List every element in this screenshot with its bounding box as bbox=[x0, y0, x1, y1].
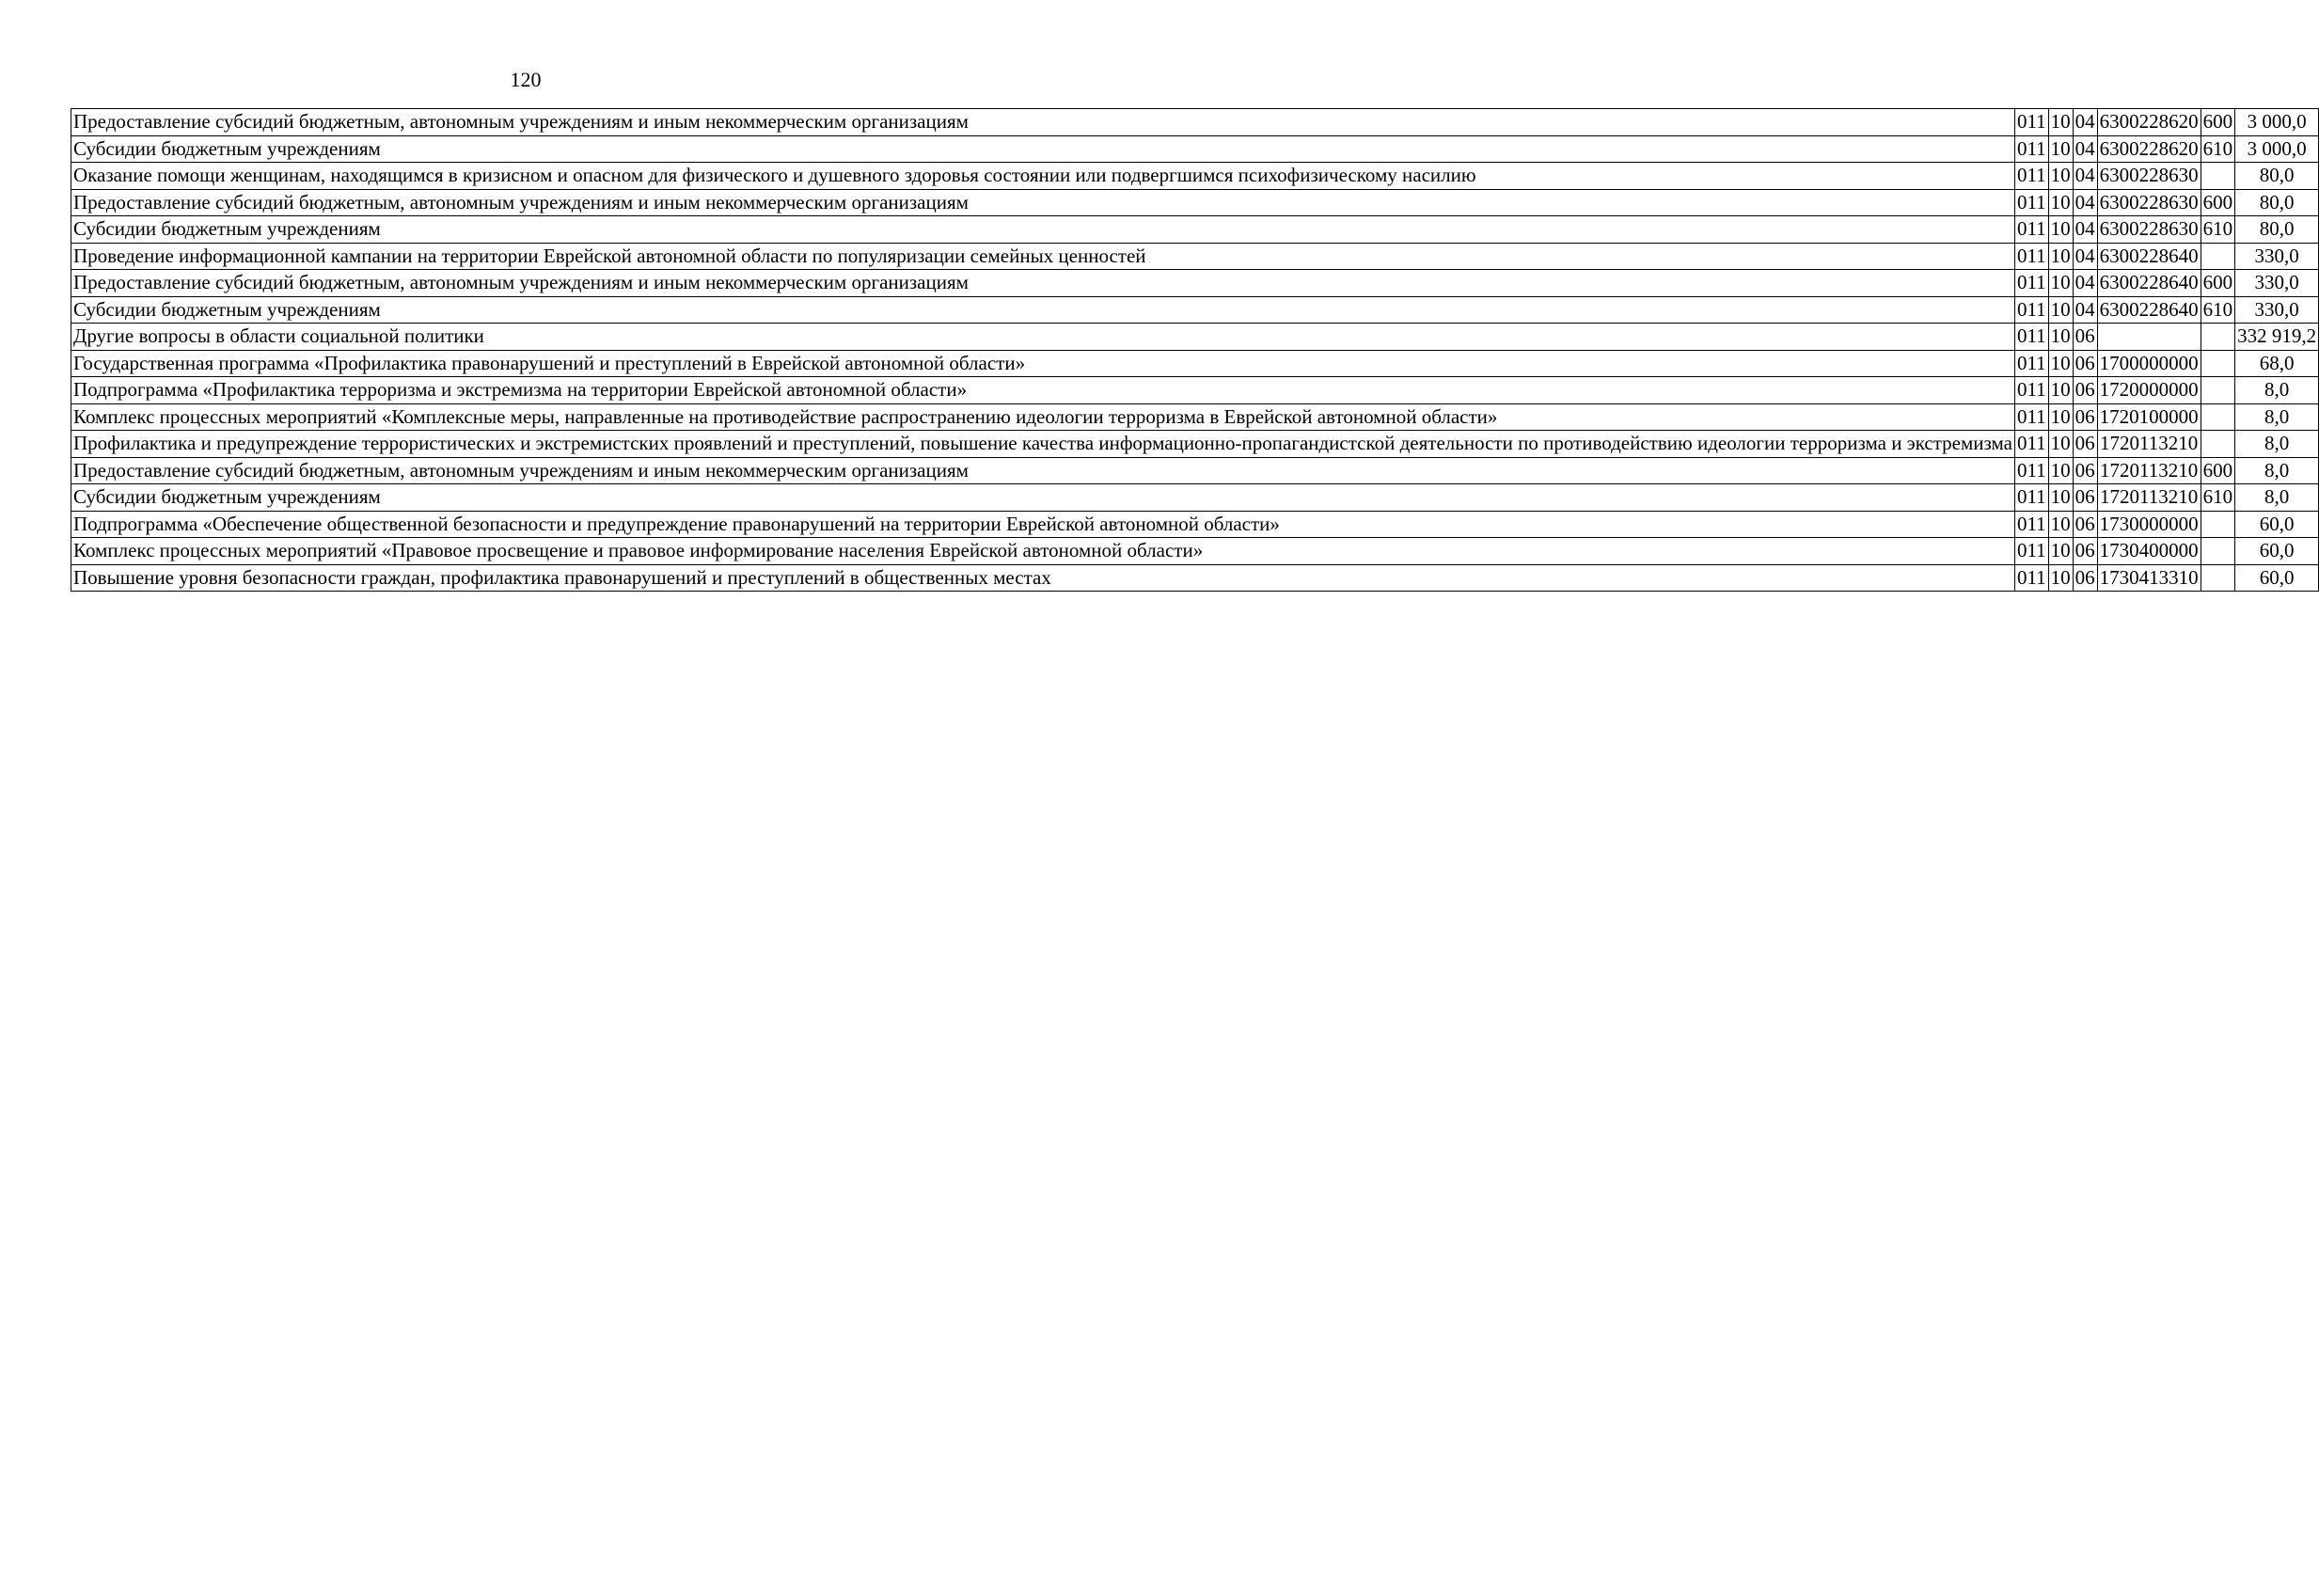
table-row bbox=[71, 431, 2319, 458]
cell-section: 10 bbox=[2048, 431, 2073, 458]
cell-section: 10 bbox=[2048, 484, 2073, 512]
cell-expense-type bbox=[2201, 324, 2235, 351]
cell-subsection: 04 bbox=[2073, 135, 2097, 163]
cell-subsection: 06 bbox=[2073, 511, 2097, 538]
cell-section: 10 bbox=[2048, 324, 2073, 351]
cell-target-article: 6300228630 bbox=[2097, 216, 2201, 244]
cell-expense-type: 610 bbox=[2201, 296, 2235, 324]
cell-expense-type: 600 bbox=[2201, 189, 2235, 216]
cell-target-article: 6300228640 bbox=[2097, 243, 2201, 270]
cell-expense-type bbox=[2201, 431, 2235, 458]
cell-expense-type: 610 bbox=[2201, 135, 2235, 163]
table-row bbox=[71, 109, 2319, 136]
table-row bbox=[71, 538, 2319, 565]
cell-ministry-code: 011 bbox=[2014, 350, 2048, 377]
cell-amount: 330,0 bbox=[2235, 270, 2319, 297]
cell-expense-type bbox=[2201, 350, 2235, 377]
table-row bbox=[71, 216, 2319, 244]
cell-ministry-code: 011 bbox=[2014, 243, 2048, 270]
cell-ministry-code: 011 bbox=[2014, 189, 2048, 216]
cell-section: 10 bbox=[2048, 109, 2073, 136]
cell-subsection: 04 bbox=[2073, 189, 2097, 216]
table-row bbox=[71, 243, 2319, 270]
page-number: 120 bbox=[510, 68, 542, 91]
cell-name: Оказание помощи женщинам, находящимся в кризисном и опасном для физического и душевного здоровья состоянии или подвергшимся психофизическому насилию bbox=[71, 163, 2015, 190]
cell-subsection: 04 bbox=[2073, 270, 2097, 297]
cell-subsection: 04 bbox=[2073, 163, 2097, 190]
cell-section: 10 bbox=[2048, 457, 2073, 484]
cell-target-article: 6300228640 bbox=[2097, 270, 2201, 297]
cell-name: Комплекс процессных мероприятий «Правовое просвещение и правовое информирование населения Еврейской автономной области» bbox=[71, 538, 2015, 565]
cell-target-article: 1720113210 bbox=[2097, 431, 2201, 458]
cell-ministry-code: 011 bbox=[2014, 377, 2048, 404]
cell-section: 10 bbox=[2048, 270, 2073, 297]
cell-ministry-code: 011 bbox=[2014, 403, 2048, 431]
cell-section: 10 bbox=[2048, 350, 2073, 377]
table-row bbox=[71, 403, 2319, 431]
cell-expense-type: 610 bbox=[2201, 216, 2235, 244]
cell-section: 10 bbox=[2048, 216, 2073, 244]
cell-amount: 8,0 bbox=[2235, 484, 2319, 512]
cell-section: 10 bbox=[2048, 377, 2073, 404]
table-row bbox=[71, 377, 2319, 404]
table-row bbox=[71, 189, 2319, 216]
cell-target-article: 1730413310 bbox=[2097, 564, 2201, 592]
cell-expense-type bbox=[2201, 163, 2235, 190]
cell-subsection: 06 bbox=[2073, 484, 2097, 512]
cell-name: Государственная программа «Профилактика правонарушений и преступлений в Еврейской автономной области» bbox=[71, 350, 2015, 377]
cell-ministry-code: 011 bbox=[2014, 511, 2048, 538]
cell-target-article: 6300228640 bbox=[2097, 296, 2201, 324]
cell-ministry-code: 011 bbox=[2014, 270, 2048, 297]
cell-name: Субсидии бюджетным учреждениям bbox=[71, 296, 2015, 324]
cell-amount: 80,0 bbox=[2235, 216, 2319, 244]
cell-section: 10 bbox=[2048, 243, 2073, 270]
cell-amount: 80,0 bbox=[2235, 189, 2319, 216]
table-row bbox=[71, 296, 2319, 324]
cell-expense-type bbox=[2201, 511, 2235, 538]
cell-ministry-code: 011 bbox=[2014, 296, 2048, 324]
cell-name: Профилактика и предупреждение террористических и экстремистских проявлений и преступлений, повышение качества информационно-пропагандистской деятельности по противодействию идеологии терроризма и экстремизма bbox=[71, 431, 2015, 458]
cell-section: 10 bbox=[2048, 564, 2073, 592]
table-row bbox=[71, 270, 2319, 297]
table-row bbox=[71, 457, 2319, 484]
cell-expense-type bbox=[2201, 538, 2235, 565]
cell-amount: 8,0 bbox=[2235, 377, 2319, 404]
cell-target-article: 1720100000 bbox=[2097, 403, 2201, 431]
cell-subsection: 04 bbox=[2073, 296, 2097, 324]
cell-ministry-code: 011 bbox=[2014, 163, 2048, 190]
table-row bbox=[71, 163, 2319, 190]
cell-target-article: 6300228630 bbox=[2097, 189, 2201, 216]
cell-name: Другие вопросы в области социальной политики bbox=[71, 324, 2015, 351]
cell-name: Субсидии бюджетным учреждениям bbox=[71, 216, 2015, 244]
cell-subsection: 04 bbox=[2073, 216, 2097, 244]
cell-ministry-code: 011 bbox=[2014, 324, 2048, 351]
cell-name: Проведение информационной кампании на территории Еврейской автономной области по популяризации семейных ценностей bbox=[71, 243, 2015, 270]
cell-subsection: 06 bbox=[2073, 538, 2097, 565]
cell-section: 10 bbox=[2048, 189, 2073, 216]
cell-name: Подпрограмма «Профилактика терроризма и экстремизма на территории Еврейской автономной области» bbox=[71, 377, 2015, 404]
cell-amount: 68,0 bbox=[2235, 350, 2319, 377]
cell-amount: 8,0 bbox=[2235, 457, 2319, 484]
cell-ministry-code: 011 bbox=[2014, 484, 2048, 512]
cell-subsection: 06 bbox=[2073, 564, 2097, 592]
budget-table bbox=[71, 108, 2319, 592]
cell-subsection: 06 bbox=[2073, 457, 2097, 484]
cell-target-article bbox=[2097, 324, 2201, 351]
cell-subsection: 06 bbox=[2073, 377, 2097, 404]
cell-amount: 330,0 bbox=[2235, 296, 2319, 324]
budget-table-body bbox=[71, 109, 2319, 592]
cell-section: 10 bbox=[2048, 403, 2073, 431]
cell-name: Субсидии бюджетным учреждениям bbox=[71, 135, 2015, 163]
cell-target-article: 1730400000 bbox=[2097, 538, 2201, 565]
cell-name: Предоставление субсидий бюджетным, автономным учреждениям и иным некоммерческим организациям bbox=[71, 109, 2015, 136]
cell-amount: 330,0 bbox=[2235, 243, 2319, 270]
cell-expense-type bbox=[2201, 403, 2235, 431]
cell-name: Повышение уровня безопасности граждан, профилактика правонарушений и преступлений в общественных местах bbox=[71, 564, 2015, 592]
cell-expense-type: 600 bbox=[2201, 270, 2235, 297]
cell-section: 10 bbox=[2048, 135, 2073, 163]
cell-ministry-code: 011 bbox=[2014, 109, 2048, 136]
cell-target-article: 6300228630 bbox=[2097, 163, 2201, 190]
cell-ministry-code: 011 bbox=[2014, 216, 2048, 244]
cell-ministry-code: 011 bbox=[2014, 457, 2048, 484]
cell-target-article: 1700000000 bbox=[2097, 350, 2201, 377]
table-row bbox=[71, 135, 2319, 163]
cell-amount: 332 919,2 bbox=[2235, 324, 2319, 351]
cell-target-article: 1720000000 bbox=[2097, 377, 2201, 404]
table-row bbox=[71, 484, 2319, 512]
cell-target-article: 6300228620 bbox=[2097, 109, 2201, 136]
cell-amount: 80,0 bbox=[2235, 163, 2319, 190]
cell-expense-type: 600 bbox=[2201, 109, 2235, 136]
cell-subsection: 04 bbox=[2073, 109, 2097, 136]
cell-amount: 3 000,0 bbox=[2235, 135, 2319, 163]
cell-ministry-code: 011 bbox=[2014, 431, 2048, 458]
table-row bbox=[71, 350, 2319, 377]
cell-target-article: 6300228620 bbox=[2097, 135, 2201, 163]
cell-target-article: 1720113210 bbox=[2097, 484, 2201, 512]
cell-name: Предоставление субсидий бюджетным, автономным учреждениям и иным некоммерческим организациям bbox=[71, 457, 2015, 484]
cell-expense-type bbox=[2201, 377, 2235, 404]
cell-ministry-code: 011 bbox=[2014, 538, 2048, 565]
cell-section: 10 bbox=[2048, 538, 2073, 565]
cell-expense-type: 610 bbox=[2201, 484, 2235, 512]
cell-section: 10 bbox=[2048, 163, 2073, 190]
cell-subsection: 06 bbox=[2073, 350, 2097, 377]
cell-name: Субсидии бюджетным учреждениям bbox=[71, 484, 2015, 512]
cell-amount: 8,0 bbox=[2235, 403, 2319, 431]
cell-subsection: 06 bbox=[2073, 403, 2097, 431]
cell-subsection: 04 bbox=[2073, 243, 2097, 270]
cell-amount: 8,0 bbox=[2235, 431, 2319, 458]
cell-section: 10 bbox=[2048, 511, 2073, 538]
cell-target-article: 1730000000 bbox=[2097, 511, 2201, 538]
cell-name: Предоставление субсидий бюджетным, автономным учреждениям и иным некоммерческим организациям bbox=[71, 189, 2015, 216]
cell-amount: 60,0 bbox=[2235, 511, 2319, 538]
cell-subsection: 06 bbox=[2073, 324, 2097, 351]
cell-expense-type bbox=[2201, 243, 2235, 270]
cell-amount: 60,0 bbox=[2235, 564, 2319, 592]
cell-ministry-code: 011 bbox=[2014, 564, 2048, 592]
table-row bbox=[71, 511, 2319, 538]
table-row bbox=[71, 324, 2319, 351]
cell-amount: 3 000,0 bbox=[2235, 109, 2319, 136]
cell-name: Предоставление субсидий бюджетным, автономным учреждениям и иным некоммерческим организациям bbox=[71, 270, 2015, 297]
cell-name: Комплекс процессных мероприятий «Комплексные меры, направленные на противодействие распространению идеологии терроризма в Еврейской автономной области» bbox=[71, 403, 2015, 431]
cell-expense-type: 600 bbox=[2201, 457, 2235, 484]
cell-amount: 60,0 bbox=[2235, 538, 2319, 565]
table-row bbox=[71, 564, 2319, 592]
cell-target-article: 1720113210 bbox=[2097, 457, 2201, 484]
cell-expense-type bbox=[2201, 564, 2235, 592]
cell-name: Подпрограмма «Обеспечение общественной безопасности и предупреждение правонарушений на территории Еврейской автономной области» bbox=[71, 511, 2015, 538]
cell-ministry-code: 011 bbox=[2014, 135, 2048, 163]
cell-section: 10 bbox=[2048, 296, 2073, 324]
cell-subsection: 06 bbox=[2073, 431, 2097, 458]
